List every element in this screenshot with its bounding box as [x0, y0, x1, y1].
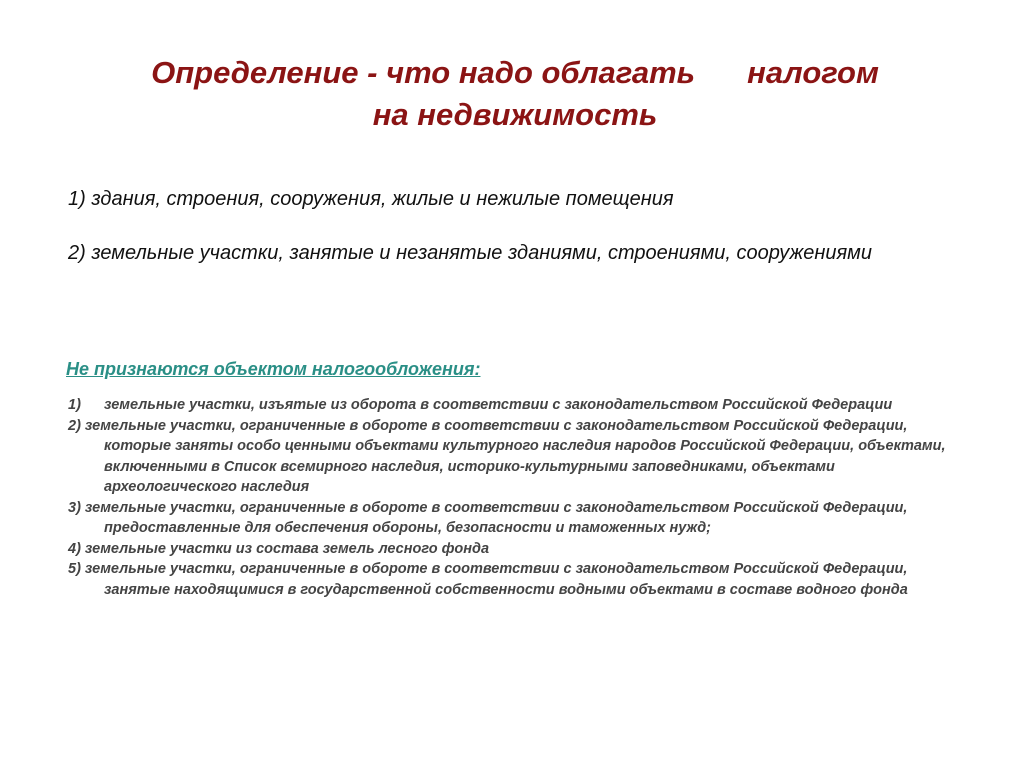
exclusion-item-1-number: 1) [68, 397, 81, 413]
definition-item-1: 1) здания, строения, сооружения, жилые и нежилые помещения [68, 188, 674, 210]
exclusion-item-1 [68, 395, 968, 416]
exclusions-list [68, 395, 968, 600]
exclusion-item-2: 2) земельные участки, ограниченные в обороте в соответствии с законодательством Российской Федерации, которые заняты особо ценными объектами культурного наследия народов Российской Федерации, объектами, включенными в Список всемирного наследия, историко-культурными заповедниками, объектами археологического наследия [68, 417, 946, 495]
exclusions-heading: Не признаются объектом налогообложения: [66, 359, 481, 379]
exclusion-item-4: 4) земельные участки из состава земель лесного фонда [68, 540, 490, 557]
definitions-list [68, 187, 998, 265]
title-line1-right: налогом [747, 55, 879, 90]
title-line1-left: Определение - что надо облагать [151, 55, 696, 90]
exclusion-item-1-text: земельные участки, изъятые из оборота в соответствии с законодательством Российской Федерации [104, 397, 893, 413]
slide-title [60, 52, 970, 136]
title-line2: на недвижимость [372, 97, 658, 132]
exclusion-item-5: 5) земельные участки, ограниченные в обороте в соответствии с законодательством Российской Федерации, занятые находящимися в государственной собственности водными объектами в составе водного фонда [68, 561, 908, 598]
exclusion-item-3: 3) земельные участки, ограниченные в обороте в соответствии с законодательством Российской Федерации, предоставленные для обеспечения обороны, безопасности и таможенных нужд; [68, 499, 908, 536]
definition-item-2: 2) земельные участки, занятые и незанятые зданиями, строениями, сооружениями [68, 242, 872, 264]
